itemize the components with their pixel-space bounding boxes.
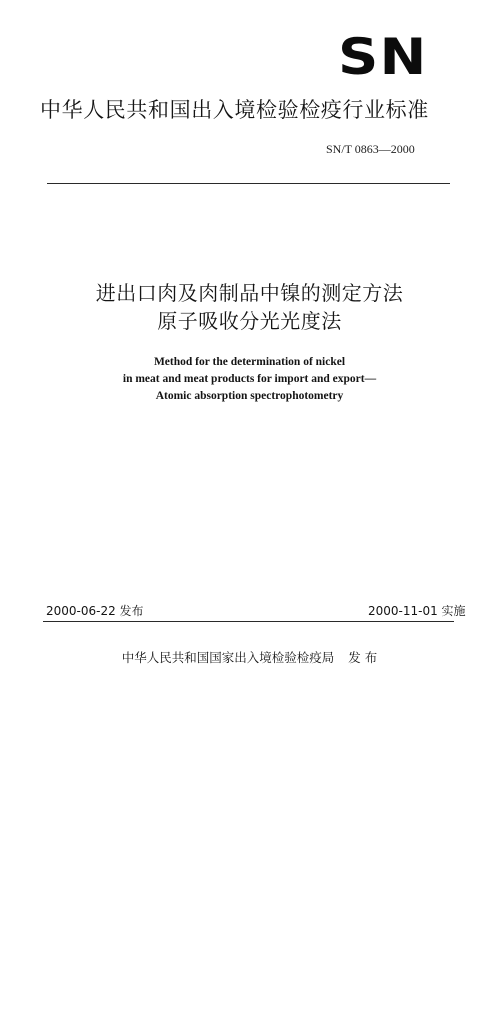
- title-chinese-line2: 原子吸收分光光度法: [157, 309, 342, 333]
- sn-logo: SN: [338, 28, 428, 86]
- title-english-line3: Atomic absorption spectrophotometry: [155, 390, 344, 402]
- publisher-line: [0, 649, 499, 667]
- publisher-org: 中华人民共和国国家出入境检验检疫局: [121, 650, 335, 665]
- effective-date: 2000-11-01 实施: [368, 604, 466, 618]
- title-english-line1: Method for the determination of nickel: [153, 356, 346, 368]
- bottom-divider: [43, 621, 454, 622]
- standard-category: 中华人民共和国出入境检验检疫行业标准: [40, 98, 429, 122]
- title-english-line2: in meat and meat products for import and export—: [122, 373, 377, 385]
- issue-date: 2000-06-22 发布: [46, 604, 144, 618]
- title-chinese-line1: 进出口肉及肉制品中镍的测定方法: [95, 281, 404, 305]
- top-divider: [47, 183, 450, 184]
- publisher-action: 发 布: [348, 650, 378, 665]
- standard-number: SN/T 0863—2000: [326, 142, 415, 156]
